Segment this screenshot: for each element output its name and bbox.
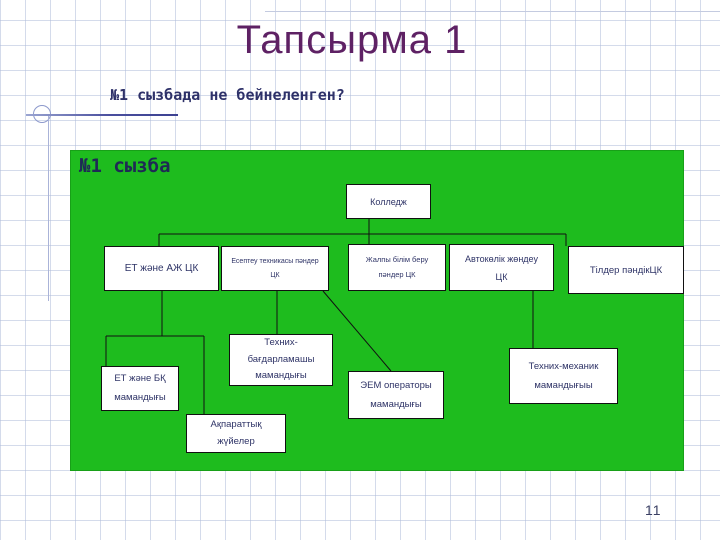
node-label: ЕТ және БҚ [114, 373, 166, 385]
node-label: жүйелер [217, 435, 255, 447]
vertical-rule-decoration [48, 116, 49, 301]
slide-title: Тапсырма 1 [236, 18, 468, 62]
node-label: ЭЕМ операторы [360, 380, 432, 391]
node-ck-zhalpy-bilim-beru [348, 244, 446, 291]
node-label: ЦК [495, 271, 508, 282]
node-label: Техних-механик [528, 361, 599, 372]
node-label: Тілдер пәндікЦК [589, 264, 663, 276]
node-sp-eem-operatory [348, 371, 444, 419]
node-label: мамандығы [370, 399, 422, 410]
node-ck-avtokolik-zhondeu [449, 244, 554, 291]
node-sp-tehnik-bagdarlamashy [229, 334, 333, 386]
node-ck-eseptev-tehnikasy [221, 246, 329, 291]
node-label: Автокөлік жөндеу [465, 253, 538, 264]
node-label: пәндер ЦК [378, 269, 416, 279]
node-ck-tilder-pandik [568, 246, 684, 294]
node-label: мамандығы [114, 391, 166, 403]
slide-question: №1 сызбада не бейнеленген? [110, 86, 345, 104]
node-label: мамандығыы [534, 380, 593, 391]
node-label: бағдарламашы [247, 353, 315, 365]
node-kolledzh [346, 184, 431, 219]
top-divider-line [265, 11, 720, 12]
node-label: Жалпы білім беру [365, 255, 429, 265]
node-label: Ақпараттық [210, 419, 262, 431]
node-label: мамандығы [255, 370, 307, 382]
node-label: ЕТ және АЖ ЦК [124, 263, 199, 274]
diagram-panel [70, 150, 684, 471]
node-label: Колледж [370, 196, 407, 207]
node-label: Техних- [264, 337, 298, 349]
node-label: ЦК [270, 271, 280, 279]
node-sp-et-zhane-bk [101, 366, 179, 411]
node-label: Есептеу техникасы пәндер [231, 258, 319, 266]
node-sp-tehnik-mehanik [509, 348, 618, 404]
node-ck-et-zhane-azh [104, 246, 219, 291]
diagram-label: №1 сызба [79, 155, 171, 177]
node-sp-akparattyk-zhuyeler [186, 414, 286, 453]
slide-page-number: 11 [645, 502, 662, 518]
